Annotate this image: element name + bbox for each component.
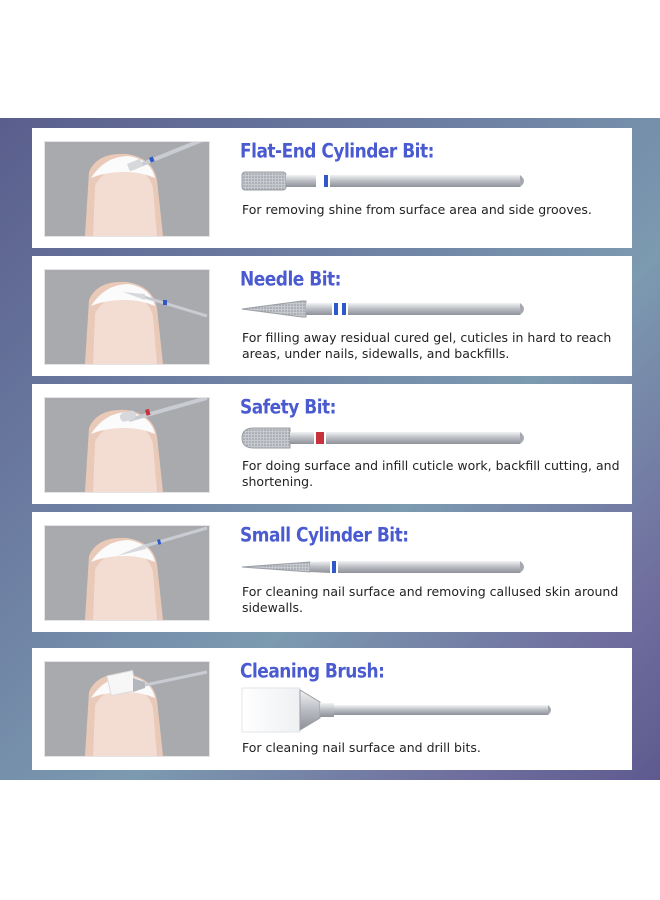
bit-card-needle — [32, 256, 632, 376]
nail-thumbnail-image — [44, 525, 210, 621]
nail-thumbnail-image — [44, 397, 210, 493]
bit-description: For removing shine from surface area and side grooves. — [242, 202, 592, 217]
bit-description: For cleaning nail surface and drill bits. — [242, 740, 481, 755]
bit-title: Cleaning Brush: — [240, 660, 385, 683]
bit-title: Flat-End Cylinder Bit: — [240, 140, 434, 163]
safety-bit-image — [240, 426, 530, 450]
needle-bit-image — [240, 298, 530, 320]
bit-description: For filling away residual cured gel, cuticles in hard to reach areas, under nails, sidewalls, and backfills. — [242, 330, 612, 361]
cleaning-brush-image — [240, 686, 560, 734]
bit-description: For cleaning nail surface and removing callused skin around sidewalls. — [242, 584, 619, 615]
flat-end-cylinder-bit-image — [240, 170, 530, 192]
bit-title: Small Cylinder Bit: — [240, 524, 409, 547]
bit-card-flat-end-cylinder — [32, 128, 632, 248]
bit-card-cleaning-brush — [32, 648, 632, 770]
bit-title: Needle Bit: — [240, 268, 341, 291]
bit-card-safety — [32, 384, 632, 504]
nail-thumbnail-image — [44, 269, 210, 365]
small-cylinder-bit-image — [240, 556, 530, 578]
bit-card-small-cylinder — [32, 512, 632, 632]
bit-description: For doing surface and infill cuticle work, backfill cutting, and shortening. — [242, 458, 620, 489]
nail-thumbnail-image — [44, 661, 210, 757]
bit-title: Safety Bit: — [240, 396, 336, 419]
nail-thumbnail-image — [44, 141, 210, 237]
